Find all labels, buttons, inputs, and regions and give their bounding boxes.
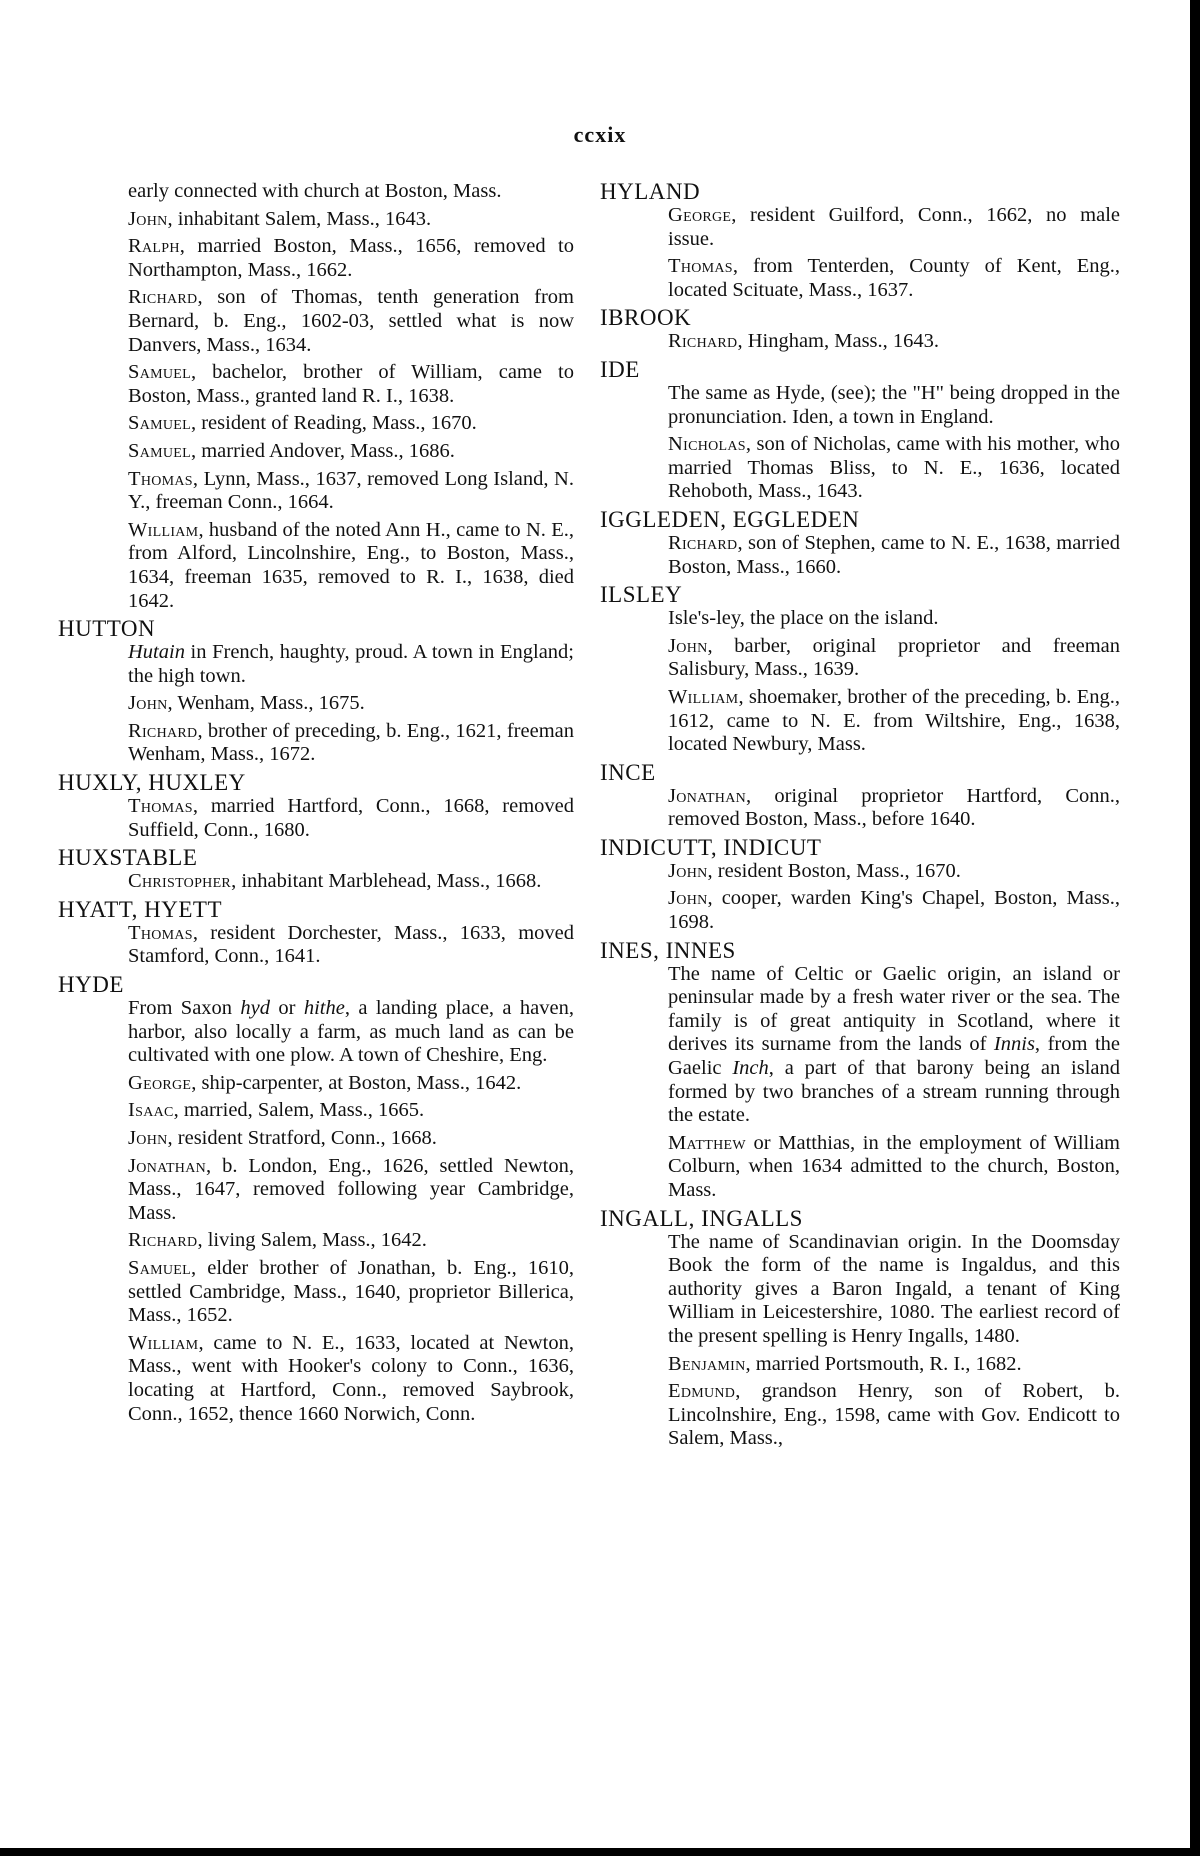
given-name: Isaac [128,1099,174,1122]
entry-text: , married, Salem, Mass., 1665. [173,1099,425,1122]
entry-text: , barber, original proprietor and freeman Salisbury, Mass., 1639. [668,634,1120,681]
entry-text: , brother of preceding, b. Eng., 1621, freeman Wenham, Mass., 1672. [128,719,574,766]
entry-text: From Saxon hyd or hithe, a landing place, a haven, harbor, also locally a farm, as much land as can be cultivated with one plow. A town of Cheshire, Eng. [128,997,574,1067]
entry-body [58,641,574,767]
entry-text: , resident Dorchester, Mass., 1633, moved Stamford, Conn., 1641. [128,921,574,968]
entry-paragraph [128,870,574,894]
entry-body [600,963,1120,1203]
entry-paragraph [668,204,1120,251]
surname-entry [58,617,574,767]
entry-paragraph [128,235,574,282]
entry-paragraph [668,785,1120,832]
entry-body [600,860,1120,935]
entry-body [58,870,574,894]
entry-text: , son of Stephen, came to N. E., 1638, married Boston, Mass., 1660. [668,531,1120,578]
surname-entry [600,306,1120,354]
surname-heading: ILSLEY [600,582,683,608]
entry-paragraph [668,860,1120,884]
page-border-right [1190,0,1200,1856]
entry-body [600,607,1120,757]
entry-paragraph [128,692,574,716]
entry-text: , elder brother of Jonathan, b. Eng., 1610, settled Cambridge, Mass., 1640, proprietor Billerica, Mass., 1652. [128,1256,574,1327]
entry-body [600,532,1120,579]
entry-text: , Wenham, Mass., 1675. [167,692,365,715]
given-name: Samuel [128,439,191,462]
given-name: Jonathan [668,784,747,807]
entry-paragraph [668,607,1120,631]
entry-paragraph [128,519,574,613]
entry-paragraph [128,795,574,842]
page-number: ccxix [573,122,627,147]
page-border-bottom [0,1848,1200,1856]
entry-text: , shoemaker, brother of the preceding, b. Eng., 1612, came to N. E. from Wiltshire, Eng., 1638, located Newbury, Mass. [668,685,1120,756]
entry-paragraph [128,208,574,232]
entry-text: , original proprietor Hartford, Conn., removed Boston, Mass., before 1640. [668,784,1120,831]
entry-paragraph [128,1332,574,1426]
given-name: John [128,1127,168,1149]
given-name: Thomas [128,795,193,818]
entry-text: Hutain in French, haughty, proud. A town in England; the high town. [128,641,574,687]
surname-heading: INCE [600,759,656,785]
surname-entry [600,358,1120,504]
given-name: Richard [668,531,738,554]
surname-heading: HYDE [58,972,124,998]
entry-paragraph [128,1155,574,1226]
surname-heading: IDE [600,356,640,382]
entry-text: Isle's-ley, the place on the island. [668,607,939,630]
entry-paragraph [128,468,574,515]
entry-text: early connected with church at Boston, Mass. [128,180,502,202]
entry-paragraph [668,1380,1120,1451]
surname-heading: INGALL, INGALLS [600,1205,803,1231]
entry-paragraph [668,963,1120,1128]
entry-text: , ship-carpenter, at Boston, Mass., 1642. [191,1071,522,1094]
given-name: Christopher [128,870,232,893]
entry-paragraph [668,887,1120,934]
entry-paragraph [128,412,574,436]
entry-body [600,382,1120,504]
given-name: John [668,634,708,657]
entry-text: , from Tenterden, County of Kent, Eng., located Scituate, Mass., 1637. [668,255,1120,301]
entry-body [58,997,574,1426]
surname-entry [600,939,1120,1203]
given-name: Thomas [668,255,733,278]
given-name: George [128,1071,192,1094]
entry-paragraph [668,635,1120,682]
entry-text: , husband of the noted Ann H., came to N. E., from Alford, Lincolnshire, Eng., to Boston, Mass., 1634, freeman 1635, removed to R. I., 1638, died 1642. [128,518,574,612]
entry-text: , cooper, warden King's Chapel, Boston, Mass., 1698. [668,887,1120,934]
entry-paragraph [128,1099,574,1123]
entry-paragraph [128,361,574,408]
given-name: Samuel [128,361,191,384]
entry-body [600,785,1120,832]
left-column [58,180,574,1430]
left-lead-paragraphs [58,180,574,613]
entry-text: The same as Hyde, (see); the "H" being dropped in the pronunciation. Iden, a town in England. [668,381,1120,428]
entry-text: , inhabitant Marblehead, Mass., 1668. [231,870,542,893]
given-name: John [128,692,168,715]
surname-heading: HYATT, HYETT [58,896,222,922]
given-name: Richard [668,330,738,353]
given-name: Nicholas [668,433,746,456]
given-name: Jonathan [128,1154,207,1177]
surname-heading: HYLAND [600,179,701,204]
given-name: Benjamin [668,1352,746,1375]
entry-paragraph [128,720,574,767]
surname-entry [600,180,1120,302]
surname-entry [58,846,574,894]
entry-text: , came to N. E., 1633, located at Newton, Mass., went with Hooker's colony to Conn., 1636, locating at Hartford, Conn., removed Saybrook, Conn., 1652, thence 1660 Norwich, Conn. [128,1331,574,1425]
entry-text: , married Portsmouth, R. I., 1682. [745,1352,1022,1375]
entry-text: , married Boston, Mass., 1656, removed to Northampton, Mass., 1662. [128,235,574,281]
surname-entry [600,508,1120,579]
left-entries [58,617,574,1426]
entry-text: The name of Scandinavian origin. In the Doomsday Book the form of the name is Ingaldus, and this authority gives a Baron Ingald, a tenant of King William in Leicestershire, 1080. The earliest record of the present spelling is Henry Ingalls, 1480. [668,1230,1120,1347]
entry-text: or Matthias, in the employment of William Colburn, when 1634 admitted to the church, Boston, Mass. [668,1131,1120,1201]
entry-text: , resident of Reading, Mass., 1670. [190,412,477,435]
entry-text: , bachelor, brother of William, came to Boston, Mass., granted land R. I., 1638. [128,361,574,407]
entry-paragraph [128,180,574,204]
entry-paragraph [128,1257,574,1328]
entry-text: , married Andover, Mass., 1686. [190,439,455,462]
given-name: John [128,207,168,230]
entry-body [600,204,1120,302]
surname-heading: INDICUTT, INDICUT [600,834,822,860]
given-name: William [128,518,199,541]
entry-paragraph [668,686,1120,757]
surname-entry [58,771,574,842]
entry-paragraph [128,286,574,357]
entry-paragraph [668,532,1120,579]
given-name: Richard [128,1229,198,1252]
right-entries [600,180,1120,1451]
entry-text: The name of Celtic or Gaelic origin, an island or peninsular made by a fresh water river or the sea. The family is of great antiquity in Scotland, where it derives its surname from the lands of Innis, from the Gaelic Inch, a part of that barony being an island formed by two branches of a stream running through the estate. [668,962,1120,1127]
entry-paragraph [128,1229,574,1253]
entry-paragraph [128,641,574,688]
entry-body [600,1231,1120,1451]
entry-paragraph [128,1072,574,1096]
given-name: Matthew [668,1131,746,1154]
right-column [600,180,1120,1455]
entry-paragraph [668,1231,1120,1349]
given-name: Samuel [128,412,191,435]
given-name: Thomas [128,467,193,490]
given-name: William [668,685,739,708]
surname-heading: HUTTON [58,616,156,642]
entry-paragraph [128,440,574,464]
entry-paragraph [128,1127,574,1151]
entry-text: , Hingham, Mass., 1643. [737,330,940,353]
entry-text: , resident Stratford, Conn., 1668. [167,1127,437,1149]
entry-paragraph [668,1353,1120,1377]
entry-paragraph [128,922,574,969]
entry-text: , married Hartford, Conn., 1668, removed Suffield, Conn., 1680. [128,795,574,841]
entry-body [58,922,574,969]
entry-text: , Lynn, Mass., 1637, removed Long Island, N. Y., freeman Conn., 1664. [128,467,574,514]
entry-body [600,330,1120,354]
entry-paragraph [668,330,1120,354]
surname-entry [58,898,574,969]
entry-paragraph [668,1132,1120,1203]
given-name: Samuel [128,1256,191,1279]
surname-heading: IGGLEDEN, EGGLEDEN [600,506,860,532]
surname-entry [600,583,1120,757]
entry-text: , b. London, Eng., 1626, settled Newton, Mass., 1647, removed following year Cambridge, Mass. [128,1154,574,1224]
given-name: John [668,887,708,910]
given-name: William [128,1331,199,1354]
given-name: Ralph [128,235,180,258]
entry-text: , resident Guilford, Conn., 1662, no male issue. [668,204,1120,250]
entry-paragraph [668,255,1120,302]
entry-text: , son of Thomas, tenth generation from Bernard, b. Eng., 1602-03, settled what is now Danvers, Mass., 1634. [128,286,574,356]
entry-text: , grandson Henry, son of Robert, b. Lincolnshire, Eng., 1598, came with Gov. Endicott to Salem, Mass., [668,1380,1120,1450]
given-name: Richard [128,286,198,309]
surname-heading: IBROOK [600,305,692,331]
surname-entry [600,836,1120,935]
entry-text: , resident Boston, Mass., 1670. [707,859,961,882]
entry-text: , living Salem, Mass., 1642. [197,1229,427,1252]
given-name: Thomas [128,921,193,944]
surname-entry [58,973,574,1426]
given-name: John [668,859,708,882]
surname-heading: HUXSTABLE [58,845,198,871]
given-name: Richard [128,719,198,742]
surname-heading: HUXLY, HUXLEY [58,770,246,796]
surname-entry [600,761,1120,832]
surname-heading: INES, INNES [600,937,736,963]
entry-text: , inhabitant Salem, Mass., 1643. [167,207,432,230]
entry-paragraph [668,433,1120,504]
entry-paragraph [668,382,1120,429]
entry-text: , son of Nicholas, came with his mother, who married Thomas Bliss, to N. E., 1636, located Rehoboth, Mass., 1643. [668,433,1120,503]
entry-body [58,795,574,842]
given-name: Edmund [668,1380,736,1403]
given-name: George [668,204,732,226]
surname-entry [600,1207,1120,1451]
entry-paragraph [128,997,574,1068]
